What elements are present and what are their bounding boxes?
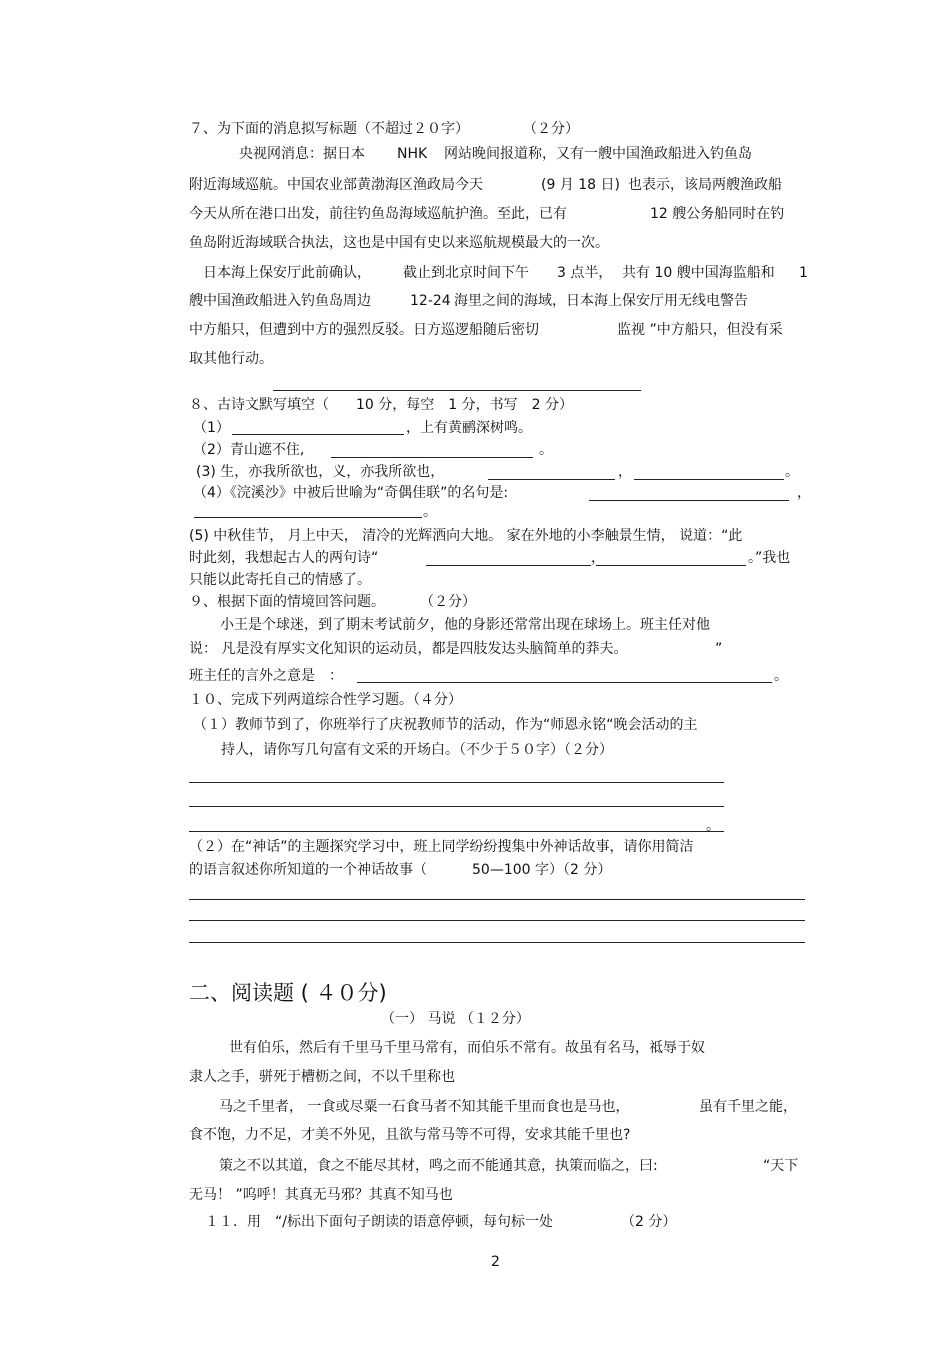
q7-line: 取其他行动。 — [189, 351, 273, 367]
q8-blank[interactable] — [488, 479, 615, 480]
q8-item-4-label: （4）《浣溪沙》中被后世喻为“奇偶佳联”的名句是: — [193, 485, 509, 501]
q7-line: 监视 ”中方船只，但没有采 — [617, 322, 783, 338]
q8-item-4-comma: ， — [797, 485, 811, 501]
q8-blank[interactable] — [596, 565, 746, 566]
text-paragraph: 策之不以其道，食之不能尽其材，鸣之而不能通其意，执策而临之，曰: — [219, 1158, 658, 1174]
q7-line: (9 月 18 日) — [541, 177, 620, 193]
q8-item-5-line: (5) 中秋佳节， 月上中天， 清冷的光辉洒向大地。 家在外地的小李触景生情， 说道：“此 — [189, 528, 743, 544]
q7-line: 12 艘公务船同时在钓 — [650, 206, 785, 222]
q10-p1-answer-line[interactable] — [189, 806, 724, 807]
q8-item-3-end: 。 — [785, 464, 799, 480]
q9-title: ９、根据下面的情境回答问题。 — [189, 594, 385, 610]
q10-p1-answer-line[interactable] — [189, 782, 724, 783]
q10-p1: 持人，请你写几句富有文采的开场白。（不少于５０字）（２分） — [221, 742, 613, 758]
q9-answer-line[interactable] — [357, 682, 772, 683]
q7-score: （２分） — [523, 121, 579, 137]
q9-line: 班主任的言外之意是 ： — [189, 668, 343, 684]
q8-item-5-line: 只能以此寄托自己的情感了。 — [189, 572, 371, 588]
q7-line: 海里之间的海域，日本海上保安厅用无线电警告 — [454, 293, 748, 309]
q8-item-1-label: （1） — [193, 420, 230, 436]
q8-blank[interactable] — [232, 434, 404, 435]
q11-title: １１．用 “/标出下面句子朗读的语意停顿，每句标一处 — [205, 1214, 553, 1230]
q7-line: 中方船只，但遭到中方的强烈反驳。日方巡逻船随后密切 — [189, 322, 539, 338]
q7-line: 网站晚间报道称，又有一艘中国渔政船进入钓鱼岛 — [444, 146, 752, 162]
q7-line: 日本海上保安厅此前确认， — [203, 265, 371, 281]
q9-score: （２分） — [420, 594, 476, 610]
text-paragraph: 虽有千里之能， — [699, 1099, 797, 1115]
q8-item-4-end: 。 — [423, 504, 437, 520]
q9-end: 。 — [774, 668, 788, 684]
text-paragraph: 世有伯乐，然后有千里马千里马常有，而伯乐不常有。故虽有名马，祗辱于奴 — [229, 1040, 705, 1056]
q7-line: 截止到北京时间下午 — [403, 265, 529, 281]
q11-score: （2 分） — [621, 1214, 677, 1230]
q7-line: 12-24 — [410, 293, 451, 309]
section-heading: 二、阅读题 ( ４０分) — [189, 981, 387, 1005]
q8-title: ８、古诗文默写填空（ — [189, 397, 329, 413]
q8-item-5-line: 时此刻，我想起古人的两句诗“ — [189, 550, 379, 566]
q7-line: 也表示，该局两艘渔政船 — [628, 177, 782, 193]
text-paragraph: 马之千里者， 一食或尽粟一石食马者不知其能千里而食也是马也， — [219, 1099, 630, 1115]
q8-item-1-text: ，上有黄鹂深树鸣。 — [406, 420, 532, 436]
section-subheading: （一） 马说 （１２分） — [381, 1011, 530, 1027]
q10-title: １０、完成下列两道综合性学习题。（４分） — [189, 692, 462, 708]
text-paragraph: 无马！ ”呜呼！其真无马邪？其真不知马也 — [189, 1187, 453, 1203]
q9-line: 说： 凡是没有厚实文化知识的运动员，都是四肢发达头脑简单的莽夫。 — [189, 641, 628, 657]
q7-line: NHK — [397, 146, 428, 162]
q10-p1-end: 。 — [706, 818, 720, 834]
q10-p1-answer-line[interactable] — [189, 831, 724, 832]
q10-p2-answer-line[interactable] — [189, 899, 805, 900]
q8-item-5-comma: ， — [591, 550, 605, 566]
q8-item-2-end: 。 — [539, 442, 553, 458]
q10-p2-answer-line[interactable] — [189, 920, 805, 921]
page-number: 2 — [491, 1254, 500, 1270]
q8-item-3-label: (3) 生，亦我所欲也，义，亦我所欲也， — [196, 464, 445, 480]
q7-title: ７、为下面的消息拟写标题（不超过２０字） — [189, 121, 469, 137]
q8-item-5-end: 。”我也 — [748, 550, 791, 566]
q8-blank[interactable] — [634, 479, 784, 480]
q8-blank[interactable] — [426, 565, 591, 566]
q7-line: 共有 10 艘中国海监船和 — [622, 265, 775, 281]
q7-answer-line[interactable] — [273, 390, 641, 391]
q7-line: 今天从所在港口出发，前往钓鱼岛海域巡航护渔。至此，已有 — [189, 206, 567, 222]
q7-line: 附近海域巡航。中国农业部黄渤海区渔政局今天 — [189, 177, 483, 193]
q10-p2: （２）在“神话”的主题探究学习中，班上同学纷纷搜集中外神话故事，请你用简洁 — [189, 839, 694, 855]
q7-line: 央视网消息：据日本 — [239, 146, 365, 162]
q7-line: 鱼岛附近海域联合执法，这也是中国有史以来巡航规模最大的一次。 — [189, 235, 609, 251]
q8-item-3-comma: ， — [618, 464, 632, 480]
q10-p2: 的语言叙述你所知道的一个神话故事（ — [189, 862, 427, 878]
q8-rules: 10 分，每空 1 分，书写 2 分） — [356, 397, 573, 413]
q8-item-2-label: （2）青山遮不住, — [193, 442, 305, 458]
text-paragraph: 隶人之手，骈死于槽枥之间，不以千里称也 — [189, 1069, 455, 1085]
q7-line: 1 — [799, 265, 808, 281]
q8-blank[interactable] — [589, 500, 789, 501]
q7-line: 3 点半， — [557, 265, 613, 281]
q8-blank[interactable] — [331, 457, 533, 458]
q7-line: 艘中国渔政船进入钓鱼岛周边 — [189, 293, 371, 309]
q10-p2-answer-line[interactable] — [189, 942, 805, 943]
text-paragraph: “天下 — [763, 1158, 799, 1174]
q8-blank[interactable] — [194, 517, 422, 518]
q9-line: 小王是个球迷，到了期末考试前夕，他的身影还常常出现在球场上。班主任对他 — [220, 617, 710, 633]
q9-line: ” — [715, 641, 723, 657]
text-paragraph: 食不饱，力不足，才美不外见，且欲与常马等不可得，安求其能千里也? — [189, 1127, 631, 1143]
q10-p1: （１）教师节到了，你班举行了庆祝教师节的活动，作为“师恩永铭“晚会活动的主 — [193, 717, 698, 733]
q10-p2: 50—100 字）（2 分） — [472, 862, 612, 878]
